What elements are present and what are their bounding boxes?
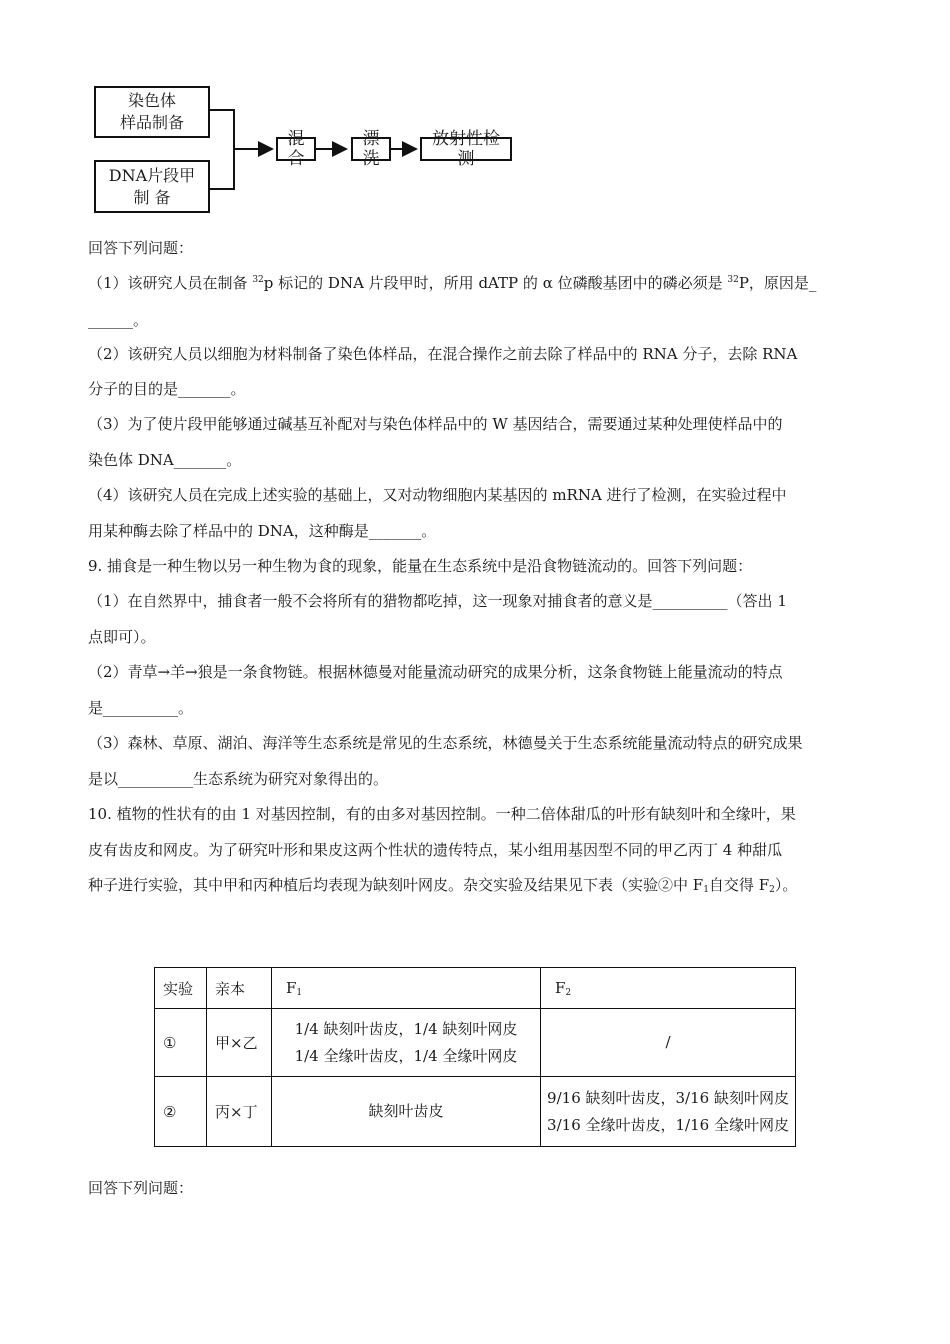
chromosome-sample-box <box>94 86 210 138</box>
parents-cell: 甲×乙 <box>207 1009 272 1077</box>
text-fragment: 自交得 F <box>708 876 770 894</box>
text-fragment: ）。 <box>774 876 798 894</box>
q9-p2-line2: 是__________。 <box>88 699 194 717</box>
f2-cell <box>541 1077 796 1147</box>
cell-line: / <box>665 1033 671 1051</box>
header-cell <box>272 968 541 1009</box>
f1-cell <box>272 1077 541 1147</box>
q10-stem-line2: 皮有齿皮和网皮。为了研究叶形和果皮这两个性状的遗传特点，某小组用基因型不同的甲乙丙丁 4 种甜瓜 <box>88 841 783 859</box>
box-line: 染色体 <box>127 91 176 110</box>
header-f1-letter: F <box>286 979 297 997</box>
table-row <box>155 1077 796 1147</box>
cross-results-table <box>154 967 796 1147</box>
q8-intro: 回答下列问题： <box>88 239 194 257</box>
header-f1-sub: 1 <box>296 988 303 998</box>
cell-line: 3/16 全缘叶齿皮，1/16 全缘叶网皮 <box>547 1115 789 1134</box>
cell-line: 缺刻叶齿皮 <box>368 1102 444 1120</box>
header-f2-letter: F <box>555 979 566 997</box>
q10-stem-line1: 10. 植物的性状有的由 1 对基因控制，有的由多对基因控制。一种二倍体甜瓜的叶形有缺刻叶和全缘叶，果 <box>88 805 796 823</box>
mix-step-box: 混合 <box>276 137 316 161</box>
f2-cell <box>541 1009 796 1077</box>
subscript: 2 <box>769 885 775 895</box>
text-fragment: （1）该研究人员在制备 <box>88 274 253 292</box>
exp-cell: ② <box>155 1077 207 1147</box>
superscript: 32 <box>252 275 264 285</box>
table-header-row <box>155 968 796 1009</box>
box-line: DNA片段甲 <box>108 165 196 185</box>
cell-line: 1/4 缺刻叶齿皮，1/4 缺刻叶网皮 <box>294 1019 518 1038</box>
f1-cell <box>272 1009 541 1077</box>
box-line: 制 备 <box>133 187 171 207</box>
header-f2-sub: 2 <box>565 988 572 998</box>
q8-p4-line2: 用某种酶去除了样品中的 DNA，这种酶是_______。 <box>88 522 437 540</box>
q10-stem-line3 <box>88 867 868 903</box>
rinse-step-box: 漂洗 <box>351 137 391 161</box>
dna-fragment-box <box>94 160 210 213</box>
header-cell <box>541 968 796 1009</box>
box-line: 样品制备 <box>119 113 184 132</box>
q8-p2-line1: （2）该研究人员以细胞为材料制备了染色体样品，在混合操作之前去除了样品中的 RNA 分子，去除 RNA <box>88 345 798 363</box>
q8-p2-line2: 分子的目的是_______。 <box>88 380 246 398</box>
detect-step-box: 放射性检测 <box>420 137 512 161</box>
q9-p1-line1: （1）在自然界中，捕食者一般不会将所有的猎物都吃掉，这一现象对捕食者的意义是__________（答出 1 <box>88 592 787 610</box>
q8-p3-line2: 染色体 DNA_______。 <box>88 451 242 469</box>
text-fragment: p 标记的 DNA 片段甲时，所用 dATP 的 α 位磷酸基团中的磷必须是 <box>263 274 728 292</box>
exp-cell: ① <box>155 1009 207 1077</box>
q8-p4-line1: （4）该研究人员在完成上述实验的基础上，又对动物细胞内某基因的 mRNA 进行了检测，在实验过程中 <box>88 486 787 504</box>
subscript: 1 <box>703 885 709 895</box>
superscript: 32 <box>727 275 739 285</box>
parents-cell: 丙×丁 <box>207 1077 272 1147</box>
q9-stem: 9. 捕食是一种生物以另一种生物为食的现象，能量在生态系统中是沿食物链流动的。回答下列问题： <box>88 557 753 575</box>
text-fragment: P，原因是_ <box>738 274 817 292</box>
q9-p3-line1: （3）森林、草原、湖泊、海洋等生态系统是常见的生态系统，林德曼关于生态系统能量流动特点的研究成果 <box>88 734 803 752</box>
q10-outro: 回答下列问题： <box>88 1179 194 1197</box>
header-cell: 亲本 <box>207 968 272 1009</box>
q9-p1-line2: 点即可）。 <box>88 628 156 646</box>
header-cell: 实验 <box>155 968 207 1009</box>
cell-line: 1/4 全缘叶齿皮，1/4 全缘叶网皮 <box>294 1046 518 1065</box>
q8-p1-line2: ______。 <box>88 311 149 329</box>
cell-line: 9/16 缺刻叶齿皮，3/16 缺刻叶网皮 <box>547 1088 789 1107</box>
q9-p2-line1: （2）青草→羊→狼是一条食物链。根据林德曼对能量流动研究的成果分析，这条食物链上能量流动的特点 <box>88 663 783 681</box>
q8-p3-line1: （3）为了使片段甲能够通过碱基互补配对与染色体样品中的 W 基因结合，需要通过某种处理使样品中的 <box>88 415 783 433</box>
q8-p1-line1 <box>88 265 868 301</box>
q9-p3-line2: 是以__________生态系统为研究对象得出的。 <box>88 770 389 788</box>
table-row <box>155 1009 796 1077</box>
text-fragment: 种子进行实验，其中甲和丙种植后均表现为缺刻叶网皮。杂交实验及结果见下表（实验②中 F <box>88 876 704 894</box>
